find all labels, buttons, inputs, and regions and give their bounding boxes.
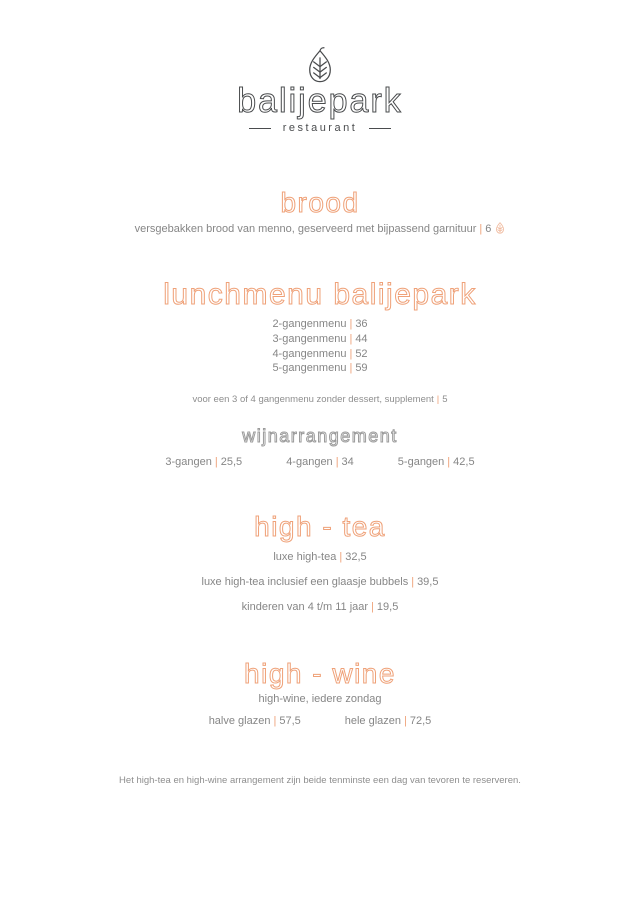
price-separator: | <box>447 456 451 469</box>
wijn-item-price: 34 <box>341 456 354 469</box>
high-wine-item-price: 72,5 <box>409 715 432 728</box>
section-lunchmenu <box>0 280 640 406</box>
brand-subtitle: restaurant <box>282 122 358 134</box>
wijn-item <box>165 455 242 469</box>
right-dash <box>369 128 391 129</box>
lunchmenu-title: lunchmenu balijepark <box>163 278 477 311</box>
wijn-item <box>398 455 475 469</box>
high-wine-title: high - wine <box>244 658 396 690</box>
brand-subtitle-row <box>0 122 640 134</box>
high-tea-item-price: 32,5 <box>345 551 367 564</box>
brood-title: brood <box>280 187 360 218</box>
menu-item-price: 36 <box>355 318 368 330</box>
high-wine-row <box>0 714 640 728</box>
price-separator: | <box>479 223 483 235</box>
high-tea-title: high - tea <box>254 511 386 543</box>
footer-note: Het high-tea en high-wine arrangement zijn beide tenminste een dag van tevoren te reserveren. <box>119 775 521 787</box>
menu-item-label: 3-gangenmenu <box>272 332 347 345</box>
menu-item-price: 44 <box>355 332 368 345</box>
menu-item-price: 52 <box>355 347 368 360</box>
leaf-logo-icon <box>305 46 335 84</box>
section-brood <box>0 189 640 217</box>
high-wine-item-price: 57,5 <box>279 715 301 728</box>
high-wine-item-label: halve glazen <box>208 715 271 728</box>
menu-item <box>0 347 640 362</box>
menu-item-label: 2-gangenmenu <box>272 318 347 330</box>
wijn-item-label: 3-gangen <box>165 456 212 469</box>
left-dash <box>249 128 271 129</box>
price-separator: | <box>436 394 440 406</box>
high-wine-subtitle: high-wine, iedere zondag <box>258 693 382 706</box>
price-separator: | <box>349 332 353 345</box>
brood-item-price: 6 <box>485 223 492 235</box>
price-separator: | <box>404 715 407 728</box>
high-tea-item-label: luxe high-tea inclusief een glaasje bubbels <box>201 576 409 589</box>
high-wine-item <box>345 714 432 728</box>
wijn-item-label: 5-gangen <box>397 456 445 469</box>
menu-item-label: 4-gangenmenu <box>272 347 347 360</box>
brood-item <box>0 221 640 236</box>
price-separator: | <box>339 551 343 564</box>
high-wine-item-label: hele glazen <box>344 715 402 728</box>
wijn-item-label: 4-gangen <box>286 456 333 469</box>
leaf-icon <box>495 221 505 234</box>
wijnarrangement-title: wijnarrangement <box>242 426 398 447</box>
menu-item-price: 59 <box>355 362 368 375</box>
lunchmenu-note-price: 5 <box>442 394 448 406</box>
lunchmenu-note <box>0 393 640 406</box>
price-separator: | <box>349 362 353 375</box>
wijn-item <box>286 455 354 469</box>
section-high-wine <box>0 660 640 728</box>
brand-name: balijepark <box>237 82 403 120</box>
high-tea-item <box>0 600 640 614</box>
menu-item <box>0 332 640 347</box>
wijnarrangement-row <box>0 455 640 469</box>
price-separator: | <box>349 347 353 360</box>
lunchmenu-note-text: voor een 3 of 4 gangenmenu zonder dessert, supplement <box>192 394 434 406</box>
price-separator: | <box>349 318 353 330</box>
price-separator: | <box>273 715 277 728</box>
price-separator: | <box>214 456 218 469</box>
section-wijnarrangement <box>0 426 640 469</box>
high-wine-item <box>209 714 301 728</box>
section-high-tea <box>0 513 640 614</box>
brand-header <box>0 0 640 134</box>
brood-item-label: versgebakken brood van menno, geserveerd met bijpassend garnituur <box>134 223 477 235</box>
high-tea-item <box>0 550 640 564</box>
high-tea-item <box>0 575 640 589</box>
menu-item-label: 5-gangenmenu <box>272 362 347 375</box>
high-tea-item-label: kinderen van 4 t/m 11 jaar <box>241 601 369 614</box>
price-separator: | <box>371 601 374 614</box>
wijn-item-price: 25,5 <box>220 456 243 469</box>
wijn-item-price: 42,5 <box>453 456 475 469</box>
high-tea-item-price: 39,5 <box>417 576 439 589</box>
lunchmenu-list <box>0 317 640 376</box>
price-separator: | <box>335 456 339 469</box>
high-tea-item-label: luxe high-tea <box>273 551 337 564</box>
menu-item <box>0 361 640 376</box>
high-tea-item-price: 19,5 <box>376 601 399 614</box>
price-separator: | <box>411 576 415 589</box>
menu-item <box>0 317 640 332</box>
